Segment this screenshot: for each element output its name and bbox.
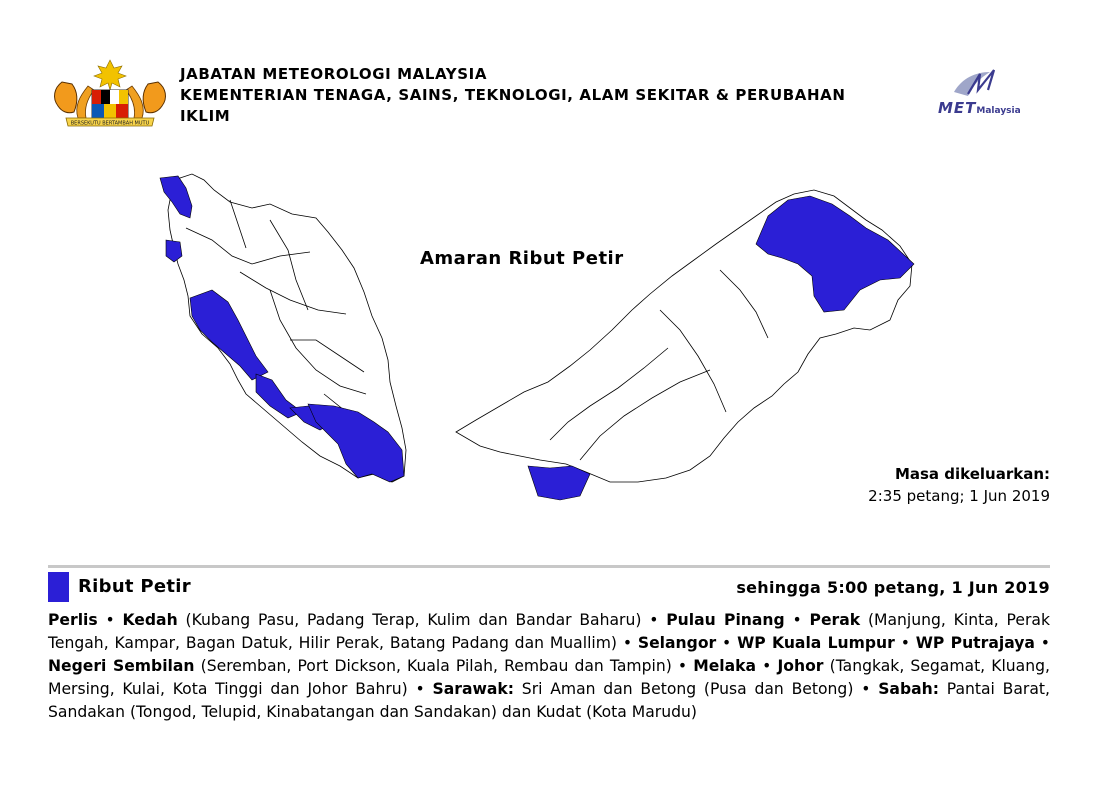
organisation-name	[180, 64, 920, 127]
malaysia-map	[120, 160, 1000, 510]
header	[0, 0, 1100, 140]
org-line-2: KEMENTERIAN TENAGA, SAINS, TEKNOLOGI, ALAM SEKITAR & PERUBAHAN	[180, 86, 846, 104]
issued-value: 2:35 petang; 1 Jun 2019	[868, 487, 1050, 505]
area-state: Negeri Sembilan	[48, 657, 195, 675]
area-detail: Pantai Barat, Sandakan (Tongod, Telupid, Kinabatangan dan Sandakan) dan Kudat (Kota Marudu)	[48, 680, 1050, 721]
crest-motto: BERSEKUTU BERTAMBAH MUTU	[70, 120, 150, 127]
valid-until: sehingga 5:00 petang, 1 Jun 2019	[736, 578, 1050, 597]
legend-swatch	[48, 572, 69, 602]
area-state: Perak	[809, 611, 861, 629]
malaysia-coat-of-arms-icon	[48, 56, 172, 130]
area-detail: (Kubang Pasu, Padang Terap, Kulim dan Bandar Baharu)	[185, 611, 642, 629]
affected-areas: Perlis • Kedah (Kubang Pasu, Padang Terap, Kulim dan Bandar Baharu) • Pulau Pinang • Perak (Manjung, Kinta, Perak Tengah, Kampar, Bagan Datuk, Hilir Perak, Batang Padang dan Muallim) • Selangor • WP Kuala Lumpur • WP Putrajaya • Negeri Sembilan (Seremban, Port Dickson, Kuala Pilah, Rembau dan Tampin) • Melaka • Johor (Tangkak, Segamat, Kluang, Mersing, Kulai, Kota Tinggi dan Johor Bahru) • Sarawak: Sri Aman dan Betong (Pusa dan Betong) • Sabah: Pantai Barat, Sandakan (Tongod, Telupid, Kinabatangan dan Sandakan) dan Kudat (Kota Marudu)	[48, 611, 1050, 721]
issued-time	[868, 463, 1050, 507]
map-title: Amaran Ribut Petir	[420, 248, 624, 269]
met-logo-text	[938, 98, 1021, 117]
met-logo-sub: Malaysia	[976, 106, 1021, 116]
area-state: Sarawak:	[432, 680, 515, 698]
area-state: Sabah:	[878, 680, 939, 698]
org-line-1: JABATAN METEOROLOGI MALAYSIA	[180, 65, 488, 83]
area-state: Pulau Pinang	[666, 611, 785, 629]
area-detail: (Tangkak, Segamat, Kluang, Mersing, Kulai, Kota Tinggi dan Johor Bahru)	[48, 657, 1050, 698]
area-detail: (Manjung, Kinta, Perak Tengah, Kampar, Bagan Datuk, Hilir Perak, Batang Padang dan Muallim)	[48, 611, 1050, 652]
area-state: Kedah	[122, 611, 178, 629]
area-state: Melaka	[693, 657, 757, 675]
org-line-3: IKLIM	[180, 107, 231, 125]
area-state: Selangor	[637, 634, 717, 652]
area-state: WP Putrajaya	[915, 634, 1035, 652]
area-state: Perlis	[48, 611, 98, 629]
area-detail: (Seremban, Port Dickson, Kuala Pilah, Rembau dan Tampin)	[200, 657, 672, 675]
issued-label: Masa dikeluarkan:	[894, 465, 1050, 483]
area-detail: Sri Aman dan Betong (Pusa dan Betong)	[521, 680, 854, 698]
divider	[48, 565, 1050, 568]
legend-label: Ribut Petir	[78, 576, 191, 597]
area-sri-aman-betong	[528, 466, 590, 500]
area-state: Johor	[777, 657, 824, 675]
met-logo-main: MET	[938, 99, 977, 117]
area-state: WP Kuala Lumpur	[737, 634, 895, 652]
